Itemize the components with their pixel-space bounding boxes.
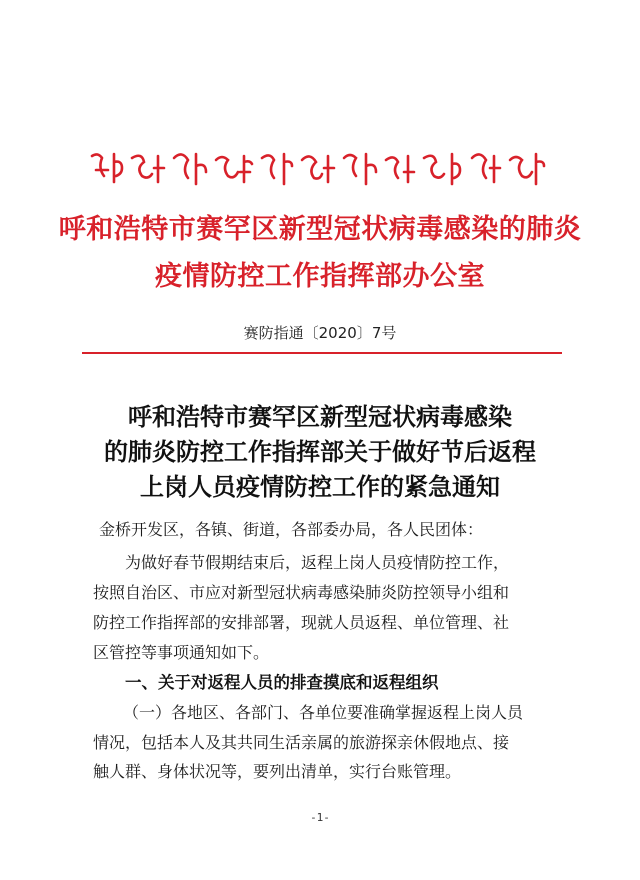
section-1-item-1-line-2: 情况，包括本人及其共同生活亲属的旅游探亲休假地点、接 [93, 733, 510, 752]
notice-title-line-2: 的肺炎防控工作指挥部关于做好节后返程 [104, 437, 536, 466]
notice-title-line-3: 上岗人员疫情防控工作的紧急通知 [140, 472, 500, 501]
addressee-line: 金桥开发区，各镇、街道，各部委办局，各人民团体： [99, 520, 484, 539]
header-title-line-2: 疫情防控工作指挥部办公室 [155, 261, 485, 292]
notice-title-line-1: 呼和浩特市赛罕区新型冠状病毒感染 [128, 402, 512, 431]
header-title-line-1: 呼和浩特市赛罕区新型冠状病毒感染的肺炎 [58, 214, 582, 245]
section-1-heading: 一、关于对返程人员的排查摸底和返程组织 [125, 673, 439, 692]
page-number: -1- [310, 811, 330, 824]
section-1-item-1-line-1: （一）各地区、各部门、各单位要准确掌握返程上岗人员 [123, 703, 524, 722]
intro-line-4: 区管控等事项通知如下。 [93, 643, 270, 662]
mongolian-script-logo [88, 148, 548, 190]
section-1-item-1-line-3: 触人群、身体状况等，要列出清单，实行台账管理。 [93, 762, 462, 781]
document-number: 赛防指通〔2020〕7号 [243, 324, 397, 342]
intro-line-1: 为做好春节假期结束后，返程上岗人员疫情防控工作， [125, 553, 510, 572]
red-divider-rule [82, 352, 562, 354]
intro-line-3: 防控工作指挥部的安排部署，现就人员返程、单位管理、社 [93, 613, 510, 632]
intro-line-2: 按照自治区、市应对新型冠状病毒感染肺炎防控领导小组和 [93, 583, 510, 602]
